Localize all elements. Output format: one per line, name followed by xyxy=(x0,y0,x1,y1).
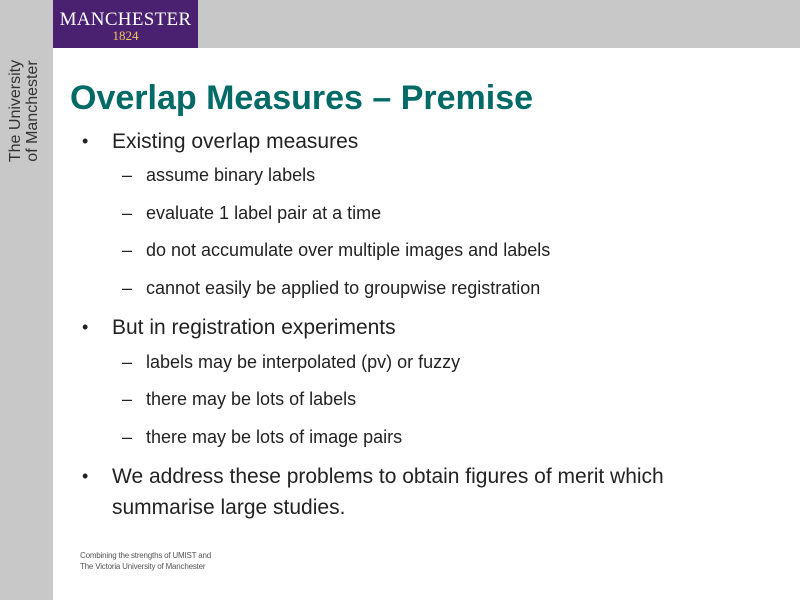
dash-marker: – xyxy=(122,352,133,372)
subitem xyxy=(0,238,800,262)
dash-marker: – xyxy=(122,278,133,298)
subitem xyxy=(0,350,800,374)
bullet-dot: • xyxy=(82,317,89,337)
bullet-text: We address these problems to obtain figures of merit which summarise large studies. xyxy=(112,465,664,519)
footer-line-1: Combining the strengths of UMIST and xyxy=(80,551,211,560)
dash-marker: – xyxy=(122,203,133,223)
dash-marker: – xyxy=(122,427,133,447)
subitem-text: labels may be interpolated (pv) or fuzzy xyxy=(146,352,461,372)
subitem-text: do not accumulate over multiple images and labels xyxy=(146,240,551,260)
logo-name: MANCHESTER xyxy=(59,9,192,30)
bullet-text: Existing overlap measures xyxy=(112,130,359,153)
dash-marker: – xyxy=(122,389,133,409)
dash-marker: – xyxy=(122,165,133,185)
logo-year: 1824 xyxy=(112,28,139,43)
subitem xyxy=(0,425,800,449)
subitem-text: assume binary labels xyxy=(146,165,316,185)
subitem xyxy=(0,201,800,225)
subitem-text: there may be lots of image pairs xyxy=(146,427,403,447)
wordmark-line-2: of Manchester xyxy=(24,60,41,162)
subitem-text: evaluate 1 label pair at a time xyxy=(146,203,382,223)
subitem xyxy=(0,387,800,411)
slide-title: Overlap Measures – Premise xyxy=(70,79,534,117)
university-wordmark xyxy=(7,46,47,176)
wordmark-line-1: The University xyxy=(7,59,24,163)
bullet-dot: • xyxy=(82,466,89,486)
subitem xyxy=(0,163,800,187)
subitem-text: there may be lots of labels xyxy=(146,389,357,409)
subitem xyxy=(0,276,800,300)
bullet-text: But in registration experiments xyxy=(112,316,396,339)
footer-line-2: The Victoria University of Manchester xyxy=(80,562,206,571)
dash-marker: – xyxy=(122,240,133,260)
footer-tagline xyxy=(80,550,211,572)
subitem-text: cannot easily be applied to groupwise registration xyxy=(146,278,541,298)
bullet-dot: • xyxy=(82,131,89,151)
university-logo xyxy=(53,0,198,48)
